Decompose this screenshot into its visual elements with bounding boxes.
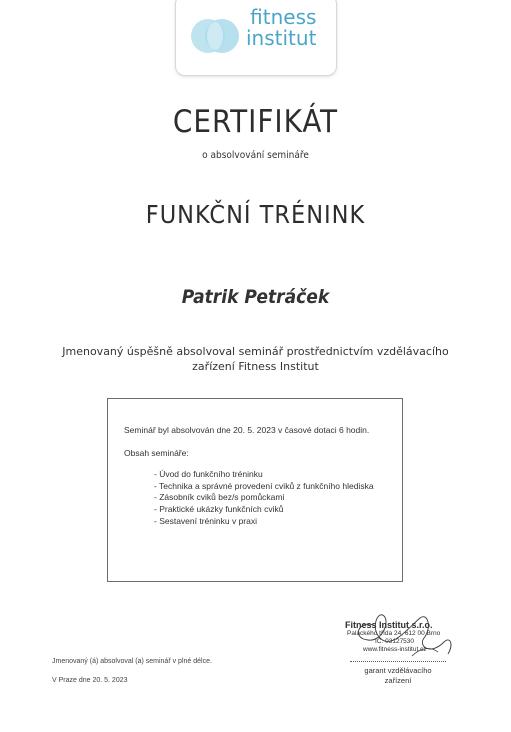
stamp-address: Palackého třída 24, 612 00 Brno: [347, 630, 441, 637]
stamp-company-name: Fitness Institut s.r.o.: [345, 620, 433, 630]
certificate-title: CERTIFIKÁT: [172, 104, 339, 140]
course-title: FUNKČNÍ TRÉNINK: [145, 200, 366, 229]
topic-item: - Sestavení tréninku v praxi: [154, 515, 257, 526]
stamp-web: www.fitness-institut.cz: [363, 646, 427, 653]
topic-item: - Úvod do funkčního tréninku: [154, 469, 263, 479]
guarantor-label: [350, 666, 446, 685]
topic-item: - Praktické ukázky funkčních cviků: [154, 504, 284, 515]
seminar-details-box: [107, 398, 403, 582]
topic-item: - Technika a správné provedení cviků z funkčního hlediska: [154, 480, 374, 491]
full-length-note: Jmenovaný (á) absolvoval (a) seminář v plné délce.: [52, 658, 212, 665]
logo-line-2: institut: [246, 26, 317, 50]
place-date: V Praze dne 20. 5. 2023: [52, 677, 128, 684]
logo-card: [175, 0, 337, 76]
contents-label: Obsah semináře:: [124, 448, 189, 458]
guarantor-line-2: zařízení: [384, 675, 412, 685]
topic-item: - Zásobník cviků bez/s pomůckami: [154, 492, 285, 503]
signature-icon: [320, 598, 470, 674]
topics-list: [154, 469, 374, 528]
completion-statement: [40, 344, 471, 374]
guarantor-line-1: garant vzdělávacího: [364, 666, 432, 675]
recipient-name: Patrik Petráček: [181, 286, 330, 308]
logo-line-1: fitness: [250, 5, 317, 29]
logo-wordmark: [246, 7, 316, 49]
stamp-ic: IČ: 03127530: [375, 638, 415, 645]
fitness-institut-logo-icon: [188, 13, 244, 59]
statement-line-1: Jmenovaný úspěšně absolvoval seminář prostřednictvím vzdělávacího: [62, 345, 449, 358]
signature-line: [350, 661, 446, 662]
statement-line-2: zařízení Fitness Institut: [192, 360, 319, 373]
certificate-subtitle: o absolvování semináře: [202, 150, 309, 161]
completion-date-text: Seminář byl absolvován dne 20. 5. 2023 v časové dotaci 6 hodin.: [124, 425, 370, 435]
